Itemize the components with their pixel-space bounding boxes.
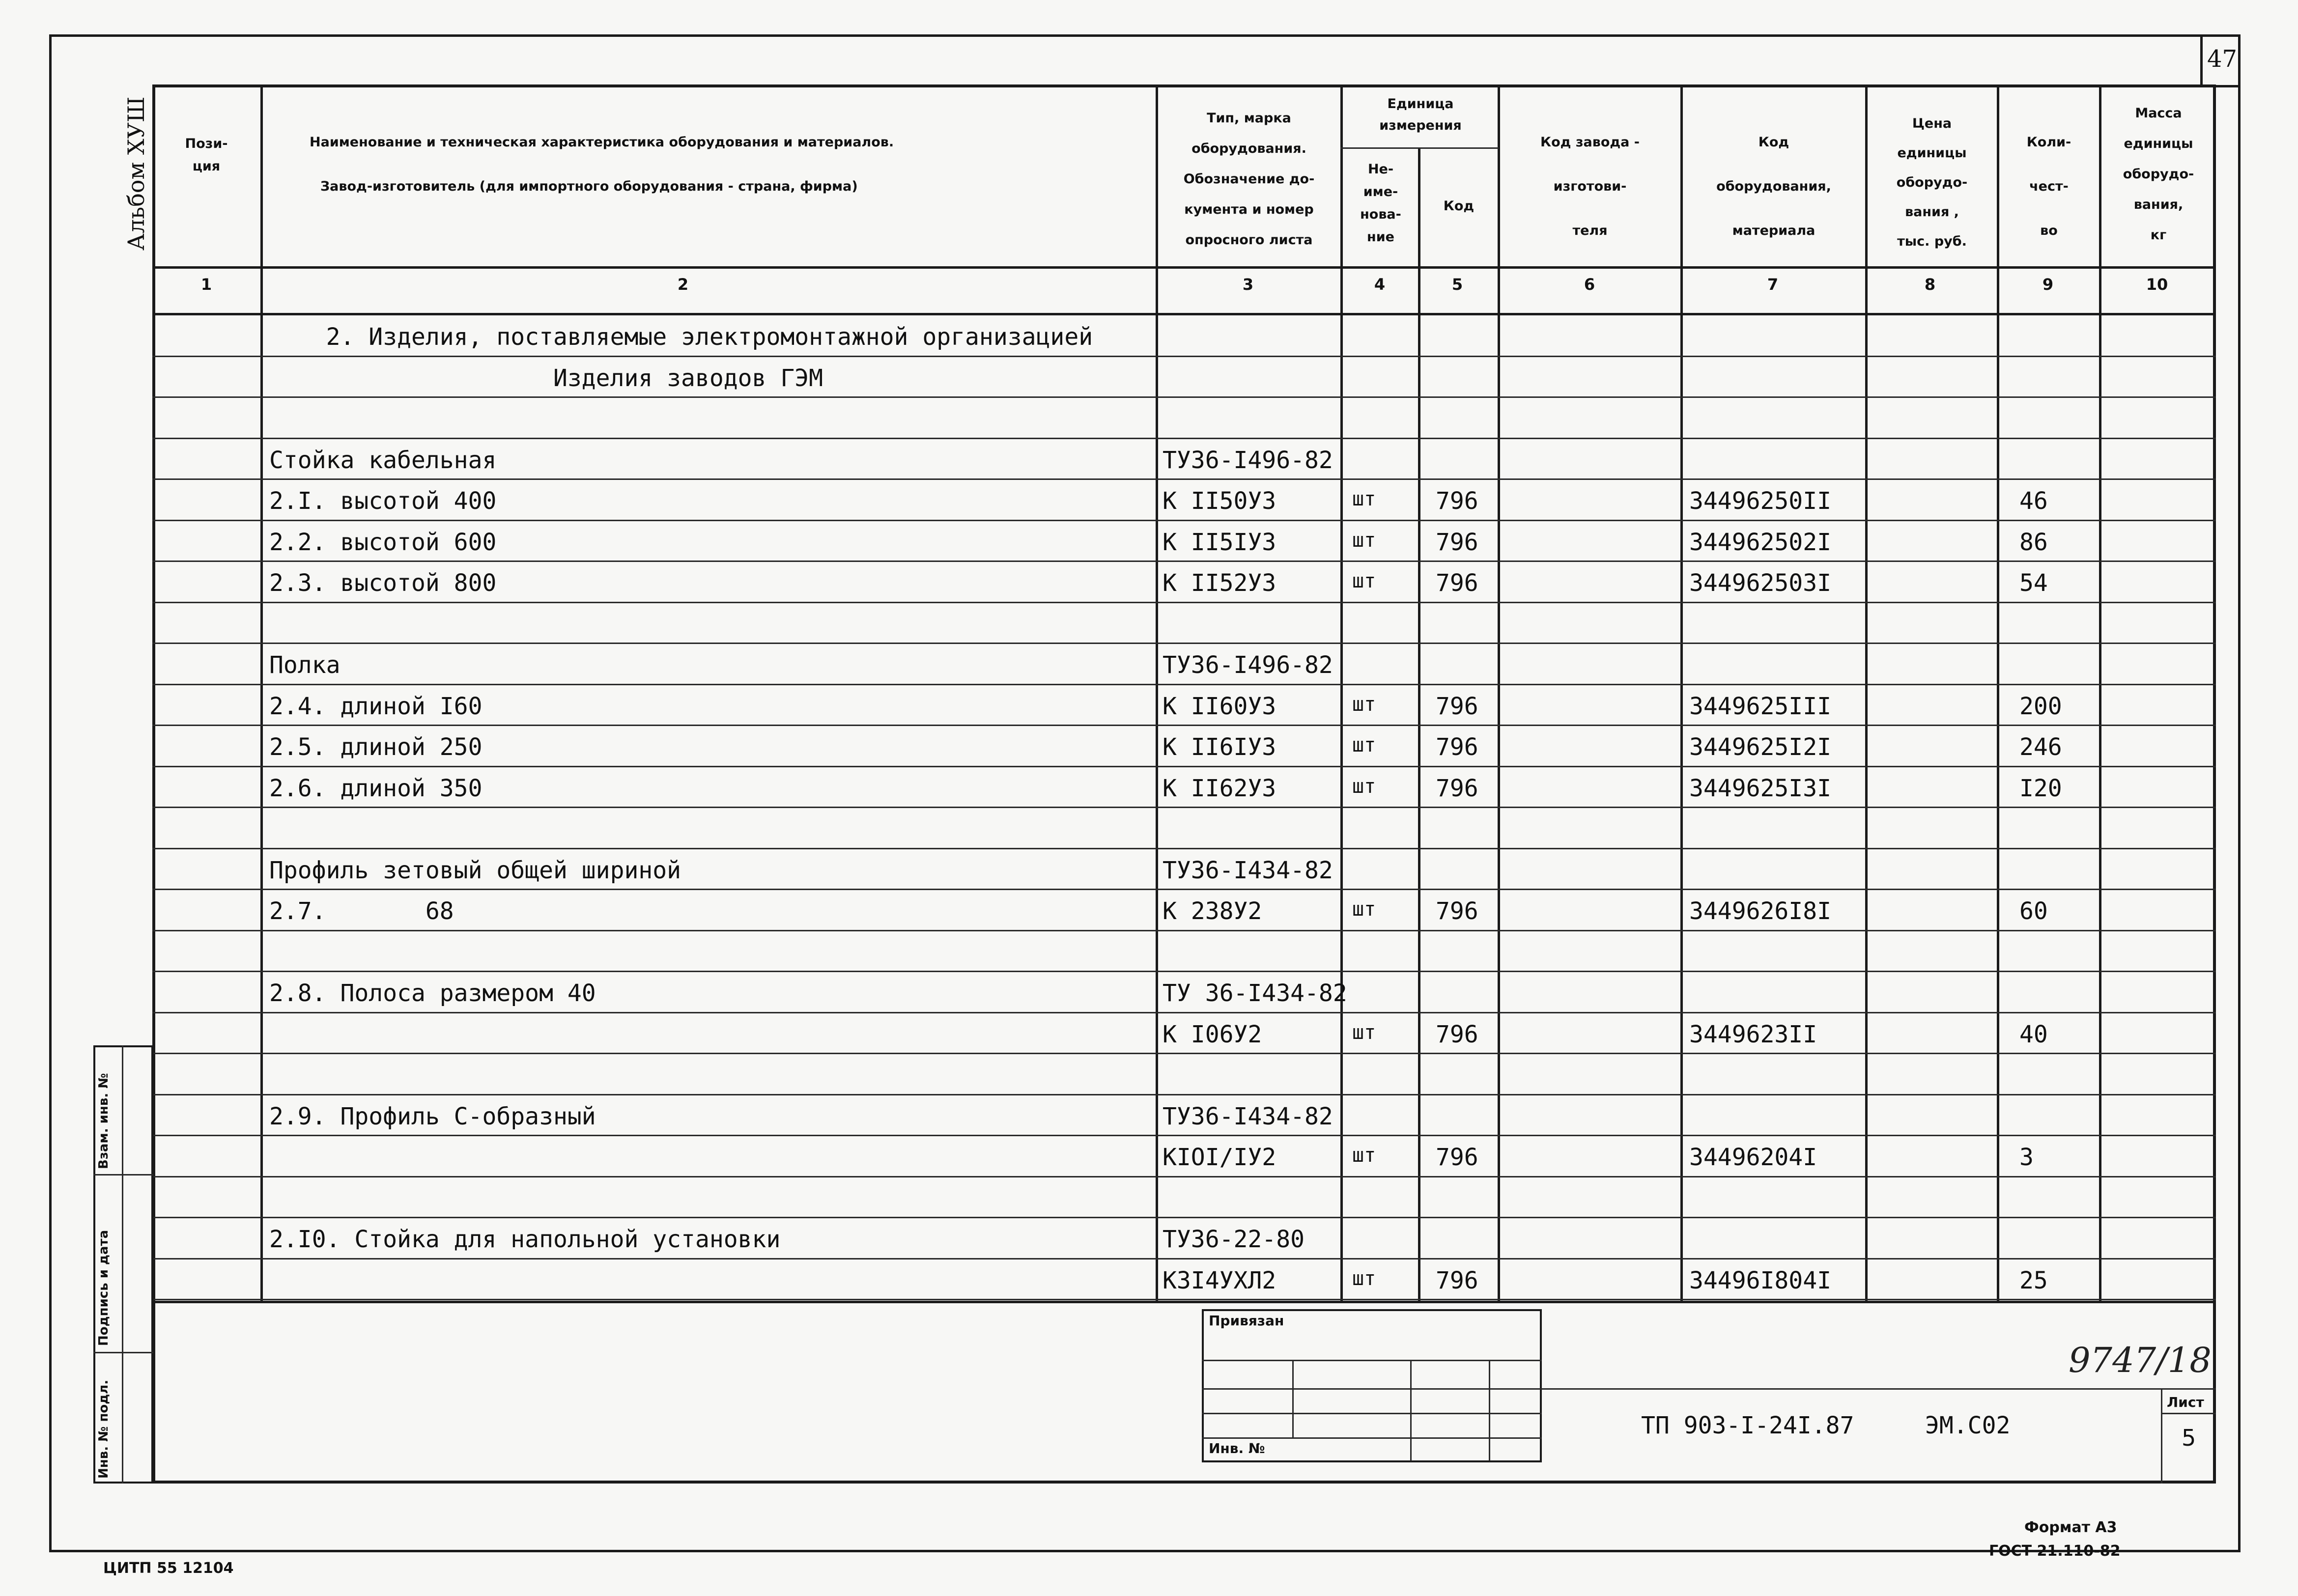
- row-code: 796: [1436, 897, 1478, 925]
- colnum-7: 7: [1767, 275, 1779, 294]
- row-qty: 25: [2019, 1266, 2048, 1294]
- row-unit: шт: [1352, 570, 1376, 592]
- row-code: 796: [1436, 528, 1478, 556]
- row-unit: шт: [1352, 529, 1376, 552]
- row-type: К II50У3: [1163, 487, 1277, 515]
- row-name: 2.4. длиной I60: [269, 692, 482, 720]
- row-type: ТУ36-I496-82: [1163, 446, 1333, 474]
- row-divider: [152, 560, 2216, 562]
- row-type: ТУ36-I434-82: [1163, 856, 1333, 884]
- row-divider: [152, 396, 2216, 398]
- row-qty: 3: [2019, 1144, 2034, 1171]
- side-stamp-line-2: [93, 1352, 153, 1353]
- table-bottom-line: [152, 1301, 2216, 1303]
- header-unit-name-l2: име-: [1363, 184, 1398, 199]
- list-box-mid: [2161, 1413, 2216, 1414]
- privyazan-label: Привязан: [1209, 1313, 1284, 1329]
- side-stamp-line-1: [93, 1174, 153, 1176]
- row-material-code: 3449626I8I: [1689, 897, 1831, 925]
- row-material-code: 3449623II: [1689, 1020, 1817, 1048]
- inv-no-label: Инв. №: [1209, 1440, 1265, 1456]
- row-divider: [152, 1176, 2216, 1177]
- header-price: [1868, 109, 1996, 256]
- row-name: 2.5. длиной 250: [269, 733, 482, 761]
- row-type: К II6IУ3: [1163, 733, 1277, 761]
- header-material-code-l1: Код: [1758, 135, 1789, 150]
- row-material-code: 3449625III: [1689, 692, 1831, 720]
- col-line-2: [1156, 84, 1158, 1302]
- side-stamp-divider: [122, 1045, 123, 1484]
- row-divider: [152, 848, 2216, 849]
- row-name: 2.6. длиной 350: [269, 774, 482, 802]
- row-unit: шт: [1352, 1267, 1376, 1290]
- header-mass: [2102, 98, 2215, 251]
- row-divider: [152, 889, 2216, 890]
- row-unit: шт: [1352, 488, 1376, 510]
- row-divider: [152, 602, 2216, 603]
- row-code: 796: [1436, 692, 1478, 720]
- header-mass-l3: оборудо-: [2123, 167, 2194, 182]
- row-divider: [152, 930, 2216, 931]
- row-qty: I20: [2019, 774, 2062, 802]
- row-unit: шт: [1352, 693, 1376, 716]
- header-unit-name-l3: нова-: [1360, 207, 1401, 222]
- header-mass-l1: Масса: [2135, 106, 2182, 121]
- header-factory-code-l1: Код завода -: [1540, 135, 1640, 150]
- row-unit: шт: [1352, 734, 1376, 756]
- header-qty-l3: во: [2040, 223, 2058, 238]
- colnum-6: 6: [1584, 275, 1595, 294]
- row-code: 796: [1436, 733, 1478, 761]
- colnum-5: 5: [1451, 275, 1463, 294]
- row-name: Профиль зетовый общей шириной: [269, 856, 681, 884]
- row-name: 2. Изделия, поставляемые электромонтажной организацией: [269, 323, 1093, 351]
- row-divider: [152, 1094, 2216, 1095]
- row-name: 2.I. высотой 400: [269, 487, 497, 515]
- gost-label: ГОСТ 21.110-82: [1989, 1542, 2121, 1560]
- col-line-9: [2099, 84, 2101, 1302]
- header-factory-code: [1501, 120, 1679, 253]
- row-divider: [152, 438, 2216, 439]
- row-qty: 246: [2019, 733, 2062, 761]
- row-divider: [152, 1053, 2216, 1054]
- row-name: 2.7. 68: [269, 897, 454, 925]
- privyazan-line-4: [1202, 1437, 1542, 1439]
- row-material-code: 3449625I3I: [1689, 774, 1831, 802]
- header-position: Пози- ция: [185, 136, 228, 174]
- row-material-code: 3449625I2I: [1689, 733, 1831, 761]
- header-qty-l2: чест-: [2029, 179, 2069, 194]
- header-name-line2: Завод-изготовитель (для импортного оборудования - страна, фирма): [320, 179, 858, 194]
- row-qty: 200: [2019, 692, 2062, 720]
- col-line-3: [1340, 84, 1343, 1302]
- row-material-code: 34496250II: [1689, 487, 1831, 515]
- col-line-1: [260, 84, 263, 1302]
- row-divider: [152, 684, 2216, 685]
- header-type-l3: Обозначение до-: [1183, 171, 1315, 187]
- row-type: К 238У2: [1163, 897, 1262, 925]
- header-qty-l1: Коли-: [2026, 135, 2071, 150]
- album-label: Альбом ХУШ: [123, 96, 149, 251]
- header-mass-l5: кг: [2150, 227, 2167, 243]
- header-material-code: [1683, 120, 1864, 253]
- row-type: К II52У3: [1163, 569, 1277, 597]
- header-unit: [1344, 93, 1497, 137]
- header-price-l2: единицы: [1897, 145, 1967, 161]
- format-label: Формат А3: [2024, 1519, 2117, 1536]
- header-qty: [2000, 120, 2098, 253]
- row-name: 2.2. высотой 600: [269, 528, 497, 556]
- header-unit-l1: Единица: [1387, 96, 1454, 112]
- list-label: Лист: [2167, 1394, 2204, 1410]
- unit-split-line: [1340, 147, 1499, 149]
- row-name: Полка: [269, 651, 340, 679]
- row-code: 796: [1436, 1020, 1478, 1048]
- list-box-left: [2161, 1388, 2162, 1484]
- row-material-code: 344962502I: [1689, 528, 1831, 556]
- row-divider: [152, 1135, 2216, 1136]
- org-stamp: ЦИТП 55 12104: [103, 1560, 234, 1577]
- row-qty: 54: [2019, 569, 2048, 597]
- row-type: ТУ36-I434-82: [1163, 1102, 1333, 1130]
- row-material-code: 34496I804I: [1689, 1266, 1831, 1294]
- col-line-8: [1997, 84, 1999, 1302]
- row-type: К II5IУ3: [1163, 528, 1277, 556]
- header-type-l1: Тип, марка: [1207, 111, 1291, 126]
- colnum-1: 1: [200, 275, 212, 294]
- row-unit: шт: [1352, 775, 1376, 798]
- row-name: Изделия заводов ГЭМ: [269, 364, 823, 392]
- privyazan-vline-2: [1410, 1360, 1412, 1461]
- header-unit-l2: измерения: [1379, 118, 1462, 133]
- header-mass-l4: вания,: [2133, 197, 2184, 212]
- row-divider: [152, 478, 2216, 480]
- colnum-9: 9: [2042, 275, 2054, 294]
- row-code: 796: [1436, 1266, 1478, 1294]
- row-name: 2.9. Профиль С-образный: [269, 1102, 596, 1130]
- row-qty: 86: [2019, 528, 2048, 556]
- row-name: 2.8. Полоса размером 40: [269, 980, 596, 1007]
- row-unit: шт: [1352, 898, 1376, 921]
- header-unit-name-l4: ние: [1367, 229, 1394, 245]
- doc-code: ТП 903-I-24I.87 ЭМ.С02: [1641, 1412, 2011, 1439]
- row-qty: 60: [2019, 897, 2048, 925]
- header-unit-name: [1344, 158, 1417, 249]
- colnum-10: 10: [2146, 275, 2168, 294]
- handwritten-number: 9747/18: [2069, 1340, 2212, 1380]
- row-code: 796: [1436, 487, 1478, 515]
- header-type: [1161, 103, 1337, 255]
- row-qty: 46: [2019, 487, 2048, 515]
- privyazan-vline-1: [1292, 1360, 1294, 1437]
- row-type: ТУ 36-I434-82: [1163, 980, 1347, 1007]
- colnum-8: 8: [1924, 275, 1936, 294]
- col-line-5: [1498, 84, 1500, 1302]
- header-price-l4: вания ,: [1905, 204, 1959, 220]
- row-divider: [152, 1299, 2216, 1300]
- header-factory-code-l3: теля: [1572, 223, 1608, 238]
- side-vzam: Взам. инв. №: [96, 1073, 111, 1169]
- header-bottom-line: [152, 266, 2216, 269]
- header-price-l5: тыс. руб.: [1897, 234, 1967, 249]
- row-unit: шт: [1352, 1021, 1376, 1044]
- header-unit-code: Код: [1443, 198, 1475, 214]
- row-qty: 40: [2019, 1020, 2048, 1048]
- colnum-3: 3: [1242, 275, 1254, 294]
- row-type: К3I4УХЛ2: [1163, 1266, 1277, 1294]
- row-divider: [152, 1012, 2216, 1013]
- row-type: КIOI/IУ2: [1163, 1144, 1277, 1171]
- row-divider: [152, 766, 2216, 767]
- row-divider: [152, 643, 2216, 644]
- row-unit: шт: [1352, 1144, 1376, 1167]
- header-type-l2: оборудования.: [1192, 141, 1306, 156]
- header-mass-l2: единицы: [2124, 136, 2193, 151]
- header-unit-name-l1: Не-: [1367, 162, 1394, 177]
- row-name: 2.3. высотой 800: [269, 569, 497, 597]
- row-code: 796: [1436, 774, 1478, 802]
- row-divider: [152, 1217, 2216, 1218]
- row-type: ТУ36-22-80: [1163, 1226, 1305, 1253]
- doc-code-top-line: [1542, 1388, 2216, 1390]
- header-name-line1: Наименование и техническая характеристика оборудования и материалов.: [310, 135, 894, 150]
- privyazan-line-3: [1202, 1413, 1542, 1414]
- header-price-l3: оборудо-: [1896, 175, 1968, 190]
- header-factory-code-l2: изготови-: [1553, 179, 1627, 194]
- row-divider: [152, 807, 2216, 808]
- colnum-2: 2: [677, 275, 689, 294]
- row-divider: [152, 725, 2216, 726]
- row-type: К I06У2: [1163, 1020, 1262, 1048]
- row-material-code: 34496204I: [1689, 1144, 1817, 1171]
- row-material-code: 344962503I: [1689, 569, 1831, 597]
- col-line-6: [1680, 84, 1683, 1302]
- row-divider: [152, 1258, 2216, 1260]
- row-code: 796: [1436, 1144, 1478, 1171]
- row-code: 796: [1436, 569, 1478, 597]
- row-divider: [152, 971, 2216, 972]
- privyazan-box: [1202, 1309, 1542, 1462]
- list-number: 5: [2182, 1425, 2196, 1451]
- row-name: 2.I0. Стойка для напольной установки: [269, 1226, 781, 1253]
- header-price-l1: Цена: [1912, 116, 1952, 131]
- page-number: 47: [2207, 45, 2238, 73]
- row-type: ТУ36-I496-82: [1163, 651, 1333, 679]
- colnum-4: 4: [1374, 275, 1386, 294]
- colnum-bottom-line: [152, 313, 2216, 315]
- side-podpis: Подпись и дата: [96, 1230, 111, 1346]
- privyazan-vline-3: [1489, 1360, 1490, 1461]
- side-inv-podl: Инв. № подл.: [96, 1379, 111, 1479]
- row-name: Стойка кабельная: [269, 446, 497, 474]
- header-material-code-l2: оборудования,: [1716, 179, 1831, 194]
- header-type-l5: опросного листа: [1185, 232, 1313, 248]
- row-divider: [152, 356, 2216, 357]
- row-divider: [152, 520, 2216, 521]
- privyazan-line-1: [1202, 1360, 1542, 1361]
- privyazan-line-2: [1202, 1388, 1542, 1390]
- header-type-l4: кумента и номер: [1184, 202, 1314, 217]
- row-type: К II62У3: [1163, 774, 1277, 802]
- row-type: К II60У3: [1163, 692, 1277, 720]
- col-line-7: [1865, 84, 1868, 1302]
- header-material-code-l3: материала: [1732, 223, 1816, 238]
